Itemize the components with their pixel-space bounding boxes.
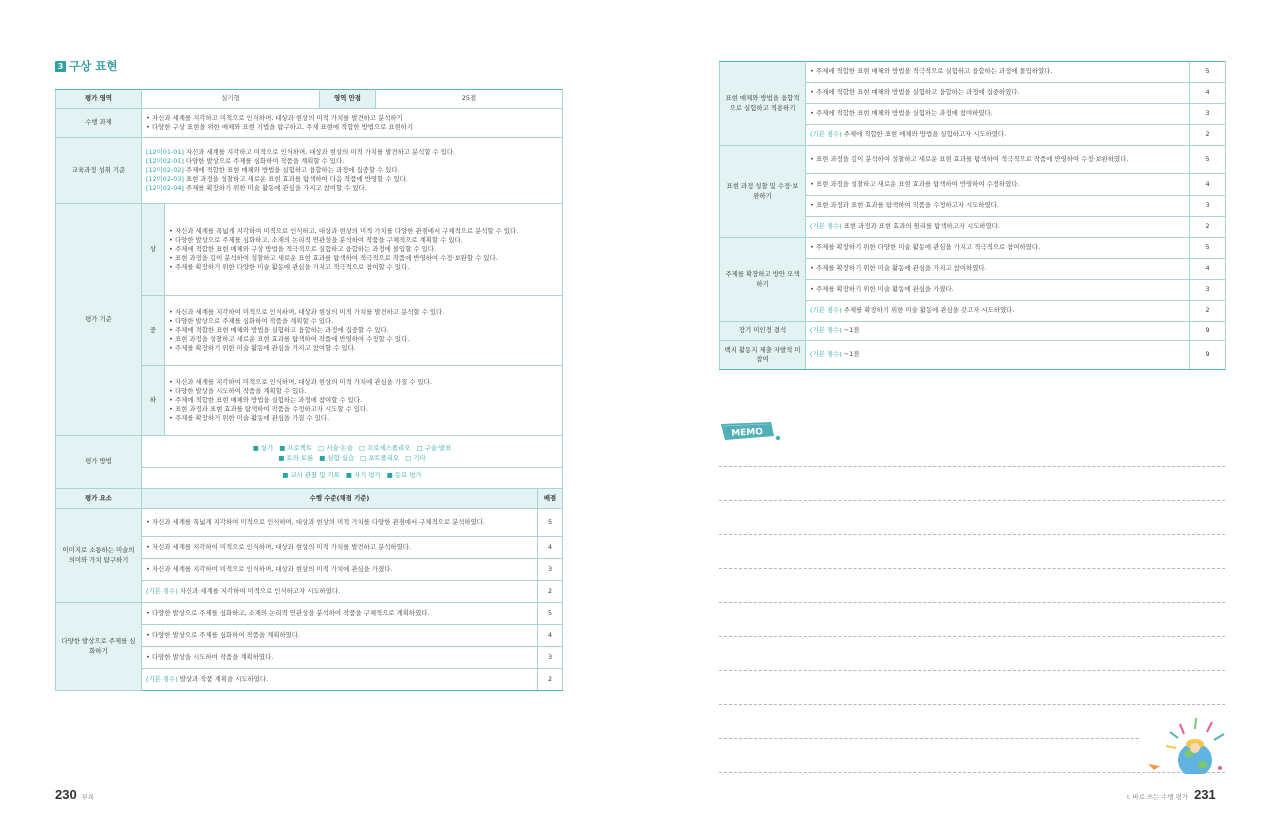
full-score-value: 25점 — [376, 90, 563, 109]
rubric-score: 4 — [1190, 259, 1226, 280]
rubric-score: 5 — [1190, 238, 1226, 259]
criteria-item: • 자신과 세계를 지각하여 미적으로 인식하며, 대상과 현상의 미적 가치에 관심을 가질 수 있다. — [169, 378, 558, 387]
memo-line — [719, 466, 1225, 467]
rubric-row-text: • 주제에 적합한 표현 매체와 방법을 실험하는 과정에 참여하였다. — [806, 104, 1190, 125]
rubric-row-text: • 표현 과정과 표현 효과를 탐색하여 작품을 수정하고자 시도하였다. — [806, 196, 1190, 217]
rubric-row-text: • 자신과 세계를 폭넓게 지각하여 미적으로 인식하며, 대상과 현상의 미적 가치를 다양한 관점에서 구체적으로 분석하였다. — [142, 509, 538, 537]
missing-text: (기본 점수) −1점 — [806, 341, 1190, 370]
task-item: • 다양한 구상 표현을 위한 매체와 표현 기법을 탐구하고, 주제 표현에 적합한 방법으로 표현하기 — [146, 123, 558, 132]
page-number-right: I. 바로 쓰는 수행 평가 231 — [1127, 787, 1216, 802]
criteria-item: • 표현 과정과 표현 효과를 탐색하여 작품을 수정하고자 시도할 수 있다. — [169, 405, 558, 414]
page-number-left: 230 부록 — [55, 787, 95, 802]
absence-text: (기본 점수) −1점 — [806, 322, 1190, 341]
rubric-score: 3 — [1190, 196, 1226, 217]
criteria-item: • 주제에 적합한 표현 매체와 구상 방법을 적극적으로 실험하고 융합하는 과정에 몰입할 수 있다. — [169, 245, 558, 254]
section-number-badge: 3 — [55, 61, 66, 72]
level-high: 상 — [142, 204, 165, 296]
criteria-item: • 주제를 확장하기 위한 다양한 미술 활동에 관심을 가지고 적극적으로 참여할 수 있다. — [169, 263, 558, 272]
rubric-row-text: • 주제를 확장하기 위한 다양한 미술 활동에 관심을 가지고 적극적으로 참여하였다. — [806, 238, 1190, 259]
standard-item: [12미02-01] 다양한 발상으로 주제를 심화하여 작품을 계획할 수 있다. — [146, 156, 345, 165]
rubric-row-text: (기본 점수) 주제를 확장하기 위한 미술 활동에 관심을 갖고자 시도하였다. — [806, 301, 1190, 322]
rubric-element: 주제를 확장하고 방안 모색하기 — [720, 238, 806, 322]
rubric-row-text: • 주제를 확장하기 위한 미술 활동에 관심을 가지고 참여하였다. — [806, 259, 1190, 280]
rubric-row-text: (기본 점수) 표현 과정과 표현 효과의 원리를 탐색하고자 시도하였다. — [806, 217, 1190, 238]
criteria-item: • 표현 과정을 깊이 분석하여 성찰하고 새로운 표현 효과를 탐색하여 적극적으로 작품에 반영하여 수정·보완할 수 있다. — [169, 254, 558, 263]
assessment-table-continued — [719, 61, 1226, 370]
rubric-score: 3 — [1190, 104, 1226, 125]
rubric-element: 다양한 발상으로 주제를 심화하기 — [56, 603, 142, 691]
criteria-item: • 주제에 적합한 표현 매체와 방법을 실험하고 융합하는 과정에 집중할 수 있다. — [169, 326, 558, 335]
rubric-score: 2 — [1190, 125, 1226, 146]
rubric-score: 5 — [1190, 146, 1226, 174]
criteria-mid-cell — [165, 296, 563, 366]
rubric-score: 3 — [538, 559, 563, 581]
standard-item: [12미02-02] 주제에 적합한 표현 매체와 방법을 실험하고 융합하는 과정에 집중할 수 있다. — [146, 165, 400, 174]
memo-line — [719, 602, 1225, 603]
rubric-score: 5 — [538, 509, 563, 537]
memo-line — [719, 670, 1225, 671]
criteria-label: 평가 기준 — [56, 204, 142, 436]
memo-line — [719, 568, 1225, 569]
rubric-score: 3 — [538, 647, 563, 669]
rubric-level-header: 수행 수준(채점 기준) — [142, 489, 538, 509]
criteria-item: • 다양한 발상을 시도하여 작품을 계획할 수 있다. — [169, 387, 558, 396]
criteria-item: • 다양한 발상으로 주제를 심화하고, 소재의 논리적 연관성을 분석하여 작품을 구체적으로 계획할 수 있다. — [169, 236, 558, 245]
rubric-row-text: • 표현 과정을 깊이 분석하여 성찰하고 새로운 표현 효과를 탐색하여 적극적으로 작품에 반영하여 수정·보완하였다. — [806, 146, 1190, 174]
rubric-score: 4 — [538, 625, 563, 647]
rubric-score: 2 — [538, 581, 563, 603]
standard-item: [12미02-04] 주제를 확장하기 위한 미술 활동에 관심을 가지고 참여할 수 있다. — [146, 184, 367, 193]
rubric-score: 2 — [1190, 217, 1226, 238]
absence-score: 9 — [1190, 322, 1226, 341]
level-low: 하 — [142, 366, 165, 436]
methods-label: 평가 방법 — [56, 436, 142, 489]
rubric-score: 2 — [538, 669, 563, 691]
criteria-item: • 주제를 확장하기 위한 미술 활동에 관심을 가지고 참여할 수 있다. — [169, 344, 558, 353]
rubric-score: 2 — [1190, 301, 1226, 322]
area-label: 평가 영역 — [56, 90, 142, 109]
methods-row: ■ 교사 관찰 및 기록 ■ 자기 평가 ■ 동료 평가 — [282, 471, 422, 480]
standards-cell — [142, 138, 563, 204]
criteria-item: • 자신과 세계를 폭넓게 지각하여 미적으로 인식하고, 대상과 현상의 미적 가치를 다양한 관점에서 구체적으로 분석할 수 있다. — [169, 227, 558, 236]
memo-line — [719, 534, 1225, 535]
rubric-row-text: • 주제를 확장하기 위한 미술 활동에 관심을 가졌다. — [806, 280, 1190, 301]
task-item: • 자신과 세계를 지각하고 미적으로 인식하며, 대상과 현상의 미적 가치를 발견하고 분석하기 — [146, 114, 558, 123]
right-page — [640, 0, 1280, 838]
task-label: 수행 과제 — [56, 109, 142, 138]
rubric-score: 4 — [538, 537, 563, 559]
missing-score: 9 — [1190, 341, 1226, 370]
standards-label: 교육과정 성취 기준 — [56, 138, 142, 204]
criteria-item: • 자신과 세계를 지각하여 미적으로 인식하며, 대상과 현상의 미적 가치를 발견하고 분석할 수 있다. — [169, 308, 558, 317]
rubric-row-text: (기본 점수) 자신과 세계를 지각하여 미적으로 인식하고자 시도하였다. — [142, 581, 538, 603]
memo-logo — [719, 420, 783, 444]
section-heading: 구상 표현 — [69, 59, 118, 73]
criteria-item: • 다양한 발상으로 주제를 심화하여 작품을 계획할 수 있다. — [169, 317, 558, 326]
rubric-row-text: • 다양한 발상으로 주제를 심화하여 작품을 계획하였다. — [142, 625, 538, 647]
rubric-row-text: • 주제에 적합한 표현 매체와 방법을 적극적으로 실험하고 융합하는 과정에 몰입하였다. — [806, 62, 1190, 83]
rubric-element: 표현 매체와 방법을 융합적으로 실험하고 적용하기 — [720, 62, 806, 146]
rubric-row-text: • 표현 과정을 성찰하고 새로운 표현 효과를 탐색하여 반영하여 수정하였다. — [806, 174, 1190, 196]
memo-line — [719, 738, 1139, 739]
rubric-element-header: 평가 요소 — [56, 489, 142, 509]
rubric-element: 이미지로 소통하는 미술의 의미와 가치 탐구하기 — [56, 509, 142, 603]
rubric-score-header: 배점 — [538, 489, 563, 509]
memo-line — [719, 704, 1225, 705]
memo-line — [719, 636, 1225, 637]
methods-cell — [142, 436, 563, 489]
memo-text: MEMO — [730, 427, 764, 439]
missing-label: 백지 활동지 제출 자발적 미참여 — [720, 341, 806, 370]
criteria-item: • 주제를 확장하기 위한 미술 활동에 관심을 가질 수 있다. — [169, 414, 558, 423]
standard-item: [12미01-01] 자신과 세계를 지각하고 미적으로 인식하며, 대상과 현상의 미적 가치를 발견하고 분석할 수 있다. — [146, 147, 456, 156]
task-cell — [142, 109, 563, 138]
rubric-row-text: • 주제에 적합한 표현 매체와 방법을 실험하고 융합하는 과정에 집중하였다. — [806, 83, 1190, 104]
full-score-label: 영역 만점 — [320, 90, 376, 109]
rubric-element: 표현 과정 성찰 및 수정·보완하기 — [720, 146, 806, 238]
rubric-row-text: • 다양한 발상을 시도하여 작품을 계획하였다. — [142, 647, 538, 669]
rubric-row-text: • 자신과 세계를 지각하여 미적으로 인식하며, 대상과 현상의 미적 가치에 관심을 가졌다. — [142, 559, 538, 581]
criteria-item: • 주제에 적합한 표현 매체와 방법을 실험하는 과정에 참여할 수 있다. — [169, 396, 558, 405]
criteria-high-cell — [165, 204, 563, 296]
rubric-score: 4 — [1190, 83, 1226, 104]
rubric-row-text: (기본 점수) 발상과 작품 계획을 시도하였다. — [142, 669, 538, 691]
rubric-score: 5 — [538, 603, 563, 625]
rubric-score: 3 — [1190, 280, 1226, 301]
level-mid: 중 — [142, 296, 165, 366]
rubric-score: 4 — [1190, 174, 1226, 196]
rubric-row-text: • 자신과 세계를 지각하여 미적으로 인식하며, 대상과 현상의 미적 가치를 발견하고 분석하였다. — [142, 537, 538, 559]
memo-line — [719, 500, 1225, 501]
methods-row: ■ 토의·토론 ■ 실험·실습 □ 포트폴리오 □ 기타 — [278, 453, 426, 462]
assessment-table — [55, 89, 563, 691]
methods-row: ■ 실기 ■ 프로젝트 □ 서술·논술 □ 프로세스폴리오 □ 구술·발표 — [252, 443, 452, 452]
rubric-score: 5 — [1190, 62, 1226, 83]
area-value: 실기형 — [142, 90, 320, 109]
absence-label: 장기 미인정 결석 — [720, 322, 806, 341]
rubric-row-text: • 다양한 발상으로 주제를 심화하고, 소재의 논리적 연관성을 분석하여 작품을 구체적으로 계획하였다. — [142, 603, 538, 625]
globe-illustration — [1140, 712, 1230, 774]
section-title — [55, 58, 117, 74]
rubric-row-text: (기본 점수) 주제에 적합한 표현 매체와 방법을 실험하고자 시도하였다. — [806, 125, 1190, 146]
criteria-item: • 표현 과정을 성찰하고 새로운 표현 효과를 탐색하여 작품에 반영하여 수정할 수 있다. — [169, 335, 558, 344]
criteria-low-cell — [165, 366, 563, 436]
standard-item: [12미02-03] 표현 과정을 성찰하고 새로운 표현 효과를 탐색하여 다음 작품에 반영할 수 있다. — [146, 175, 408, 184]
